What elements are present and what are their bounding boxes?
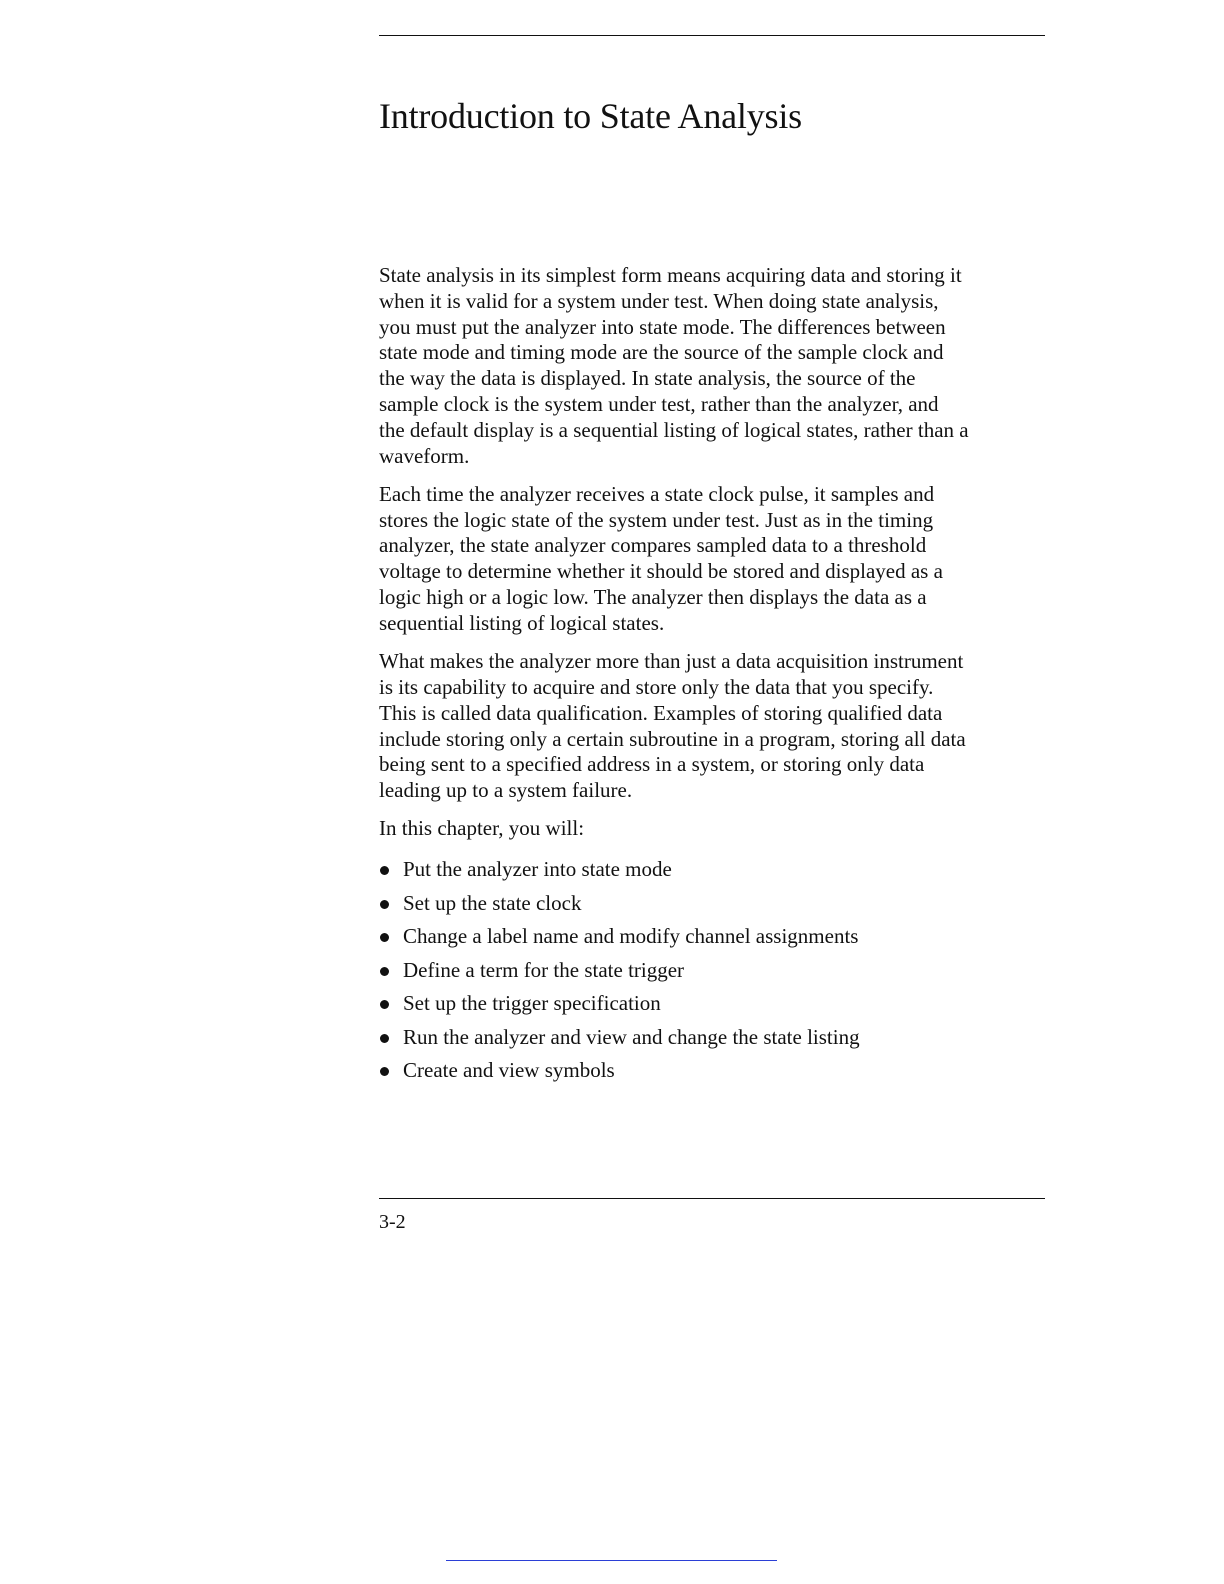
- bullet-icon: [380, 967, 389, 976]
- bullet-icon: [380, 933, 389, 942]
- text-line: logic high or a logic low. The analyzer then displays the data as a: [379, 585, 927, 610]
- text-line: What makes the analyzer more than just a data acquisition instrument: [379, 649, 964, 674]
- list-item-text: Change a label name and modify channel assignments: [403, 924, 859, 949]
- page-title: Introduction to State Analysis: [379, 96, 802, 136]
- bullet-icon: [380, 1067, 389, 1076]
- list-item-text: Define a term for the state trigger: [403, 957, 685, 982]
- paragraph-4: [379, 816, 1045, 842]
- text-line: stores the logic state of the system under test. Just as in the timing: [379, 507, 934, 532]
- list-item: [379, 958, 1045, 992]
- list-item: [379, 891, 1045, 925]
- list-item-text: Set up the trigger specification: [403, 991, 661, 1016]
- list-item: [379, 991, 1045, 1025]
- bullet-icon: [380, 1034, 389, 1043]
- text-line: is its capability to acquire and store only the data that you specify.: [379, 674, 934, 699]
- text-line: when it is valid for a system under test. When doing state analysis,: [379, 288, 939, 313]
- list-item: [379, 924, 1045, 958]
- text-line: being sent to a specified address in a system, or storing only data: [379, 752, 925, 777]
- text-line: the way the data is displayed. In state analysis, the source of the: [379, 366, 916, 391]
- page-number: 3-2: [379, 1211, 406, 1233]
- text-line: sequential listing of logical states.: [379, 610, 665, 635]
- text-line: Each time the analyzer receives a state clock pulse, it samples and: [379, 481, 935, 506]
- list-item-text: Run the analyzer and view and change the state listing: [403, 1024, 860, 1049]
- bullet-icon: [380, 866, 389, 875]
- chapter-goals-list: [379, 857, 1045, 1092]
- text-line: State analysis in its simplest form means acquiring data and storing it: [379, 263, 962, 287]
- hyperlink-underline[interactable]: [446, 1560, 777, 1561]
- top-rule: [379, 35, 1045, 36]
- bullet-icon: [380, 1000, 389, 1009]
- text-line: the default display is a sequential listing of logical states, rather than a: [379, 417, 969, 442]
- text-line: state mode and timing mode are the source of the sample clock and: [379, 340, 944, 365]
- body-text: [379, 263, 1045, 1092]
- text-line: This is called data qualification. Examples of storing qualified data: [379, 700, 943, 725]
- list-item-text: Set up the state clock: [403, 890, 582, 915]
- text-line: waveform.: [379, 443, 470, 468]
- text-line: analyzer, the state analyzer compares sampled data to a threshold: [379, 533, 927, 558]
- bullet-icon: [380, 900, 389, 909]
- bottom-rule: [379, 1198, 1045, 1199]
- text-line: you must put the analyzer into state mode. The differences between: [379, 314, 946, 339]
- text-line: leading up to a system failure.: [379, 778, 633, 803]
- text-line: In this chapter, you will:: [379, 816, 585, 841]
- list-item-text: Put the analyzer into state mode: [403, 857, 672, 882]
- paragraph-3: [379, 649, 1045, 804]
- paragraph-1: [379, 263, 1045, 469]
- text-line: include storing only a certain subroutine in a program, storing all data: [379, 726, 966, 751]
- paragraph-2: [379, 482, 1045, 637]
- list-item: [379, 857, 1045, 891]
- text-line: sample clock is the system under test, rather than the analyzer, and: [379, 391, 939, 416]
- text-line: voltage to determine whether it should be stored and displayed as a: [379, 559, 943, 584]
- list-item: [379, 1025, 1045, 1059]
- list-item-text: Create and view symbols: [403, 1058, 615, 1083]
- list-item: [379, 1058, 1045, 1092]
